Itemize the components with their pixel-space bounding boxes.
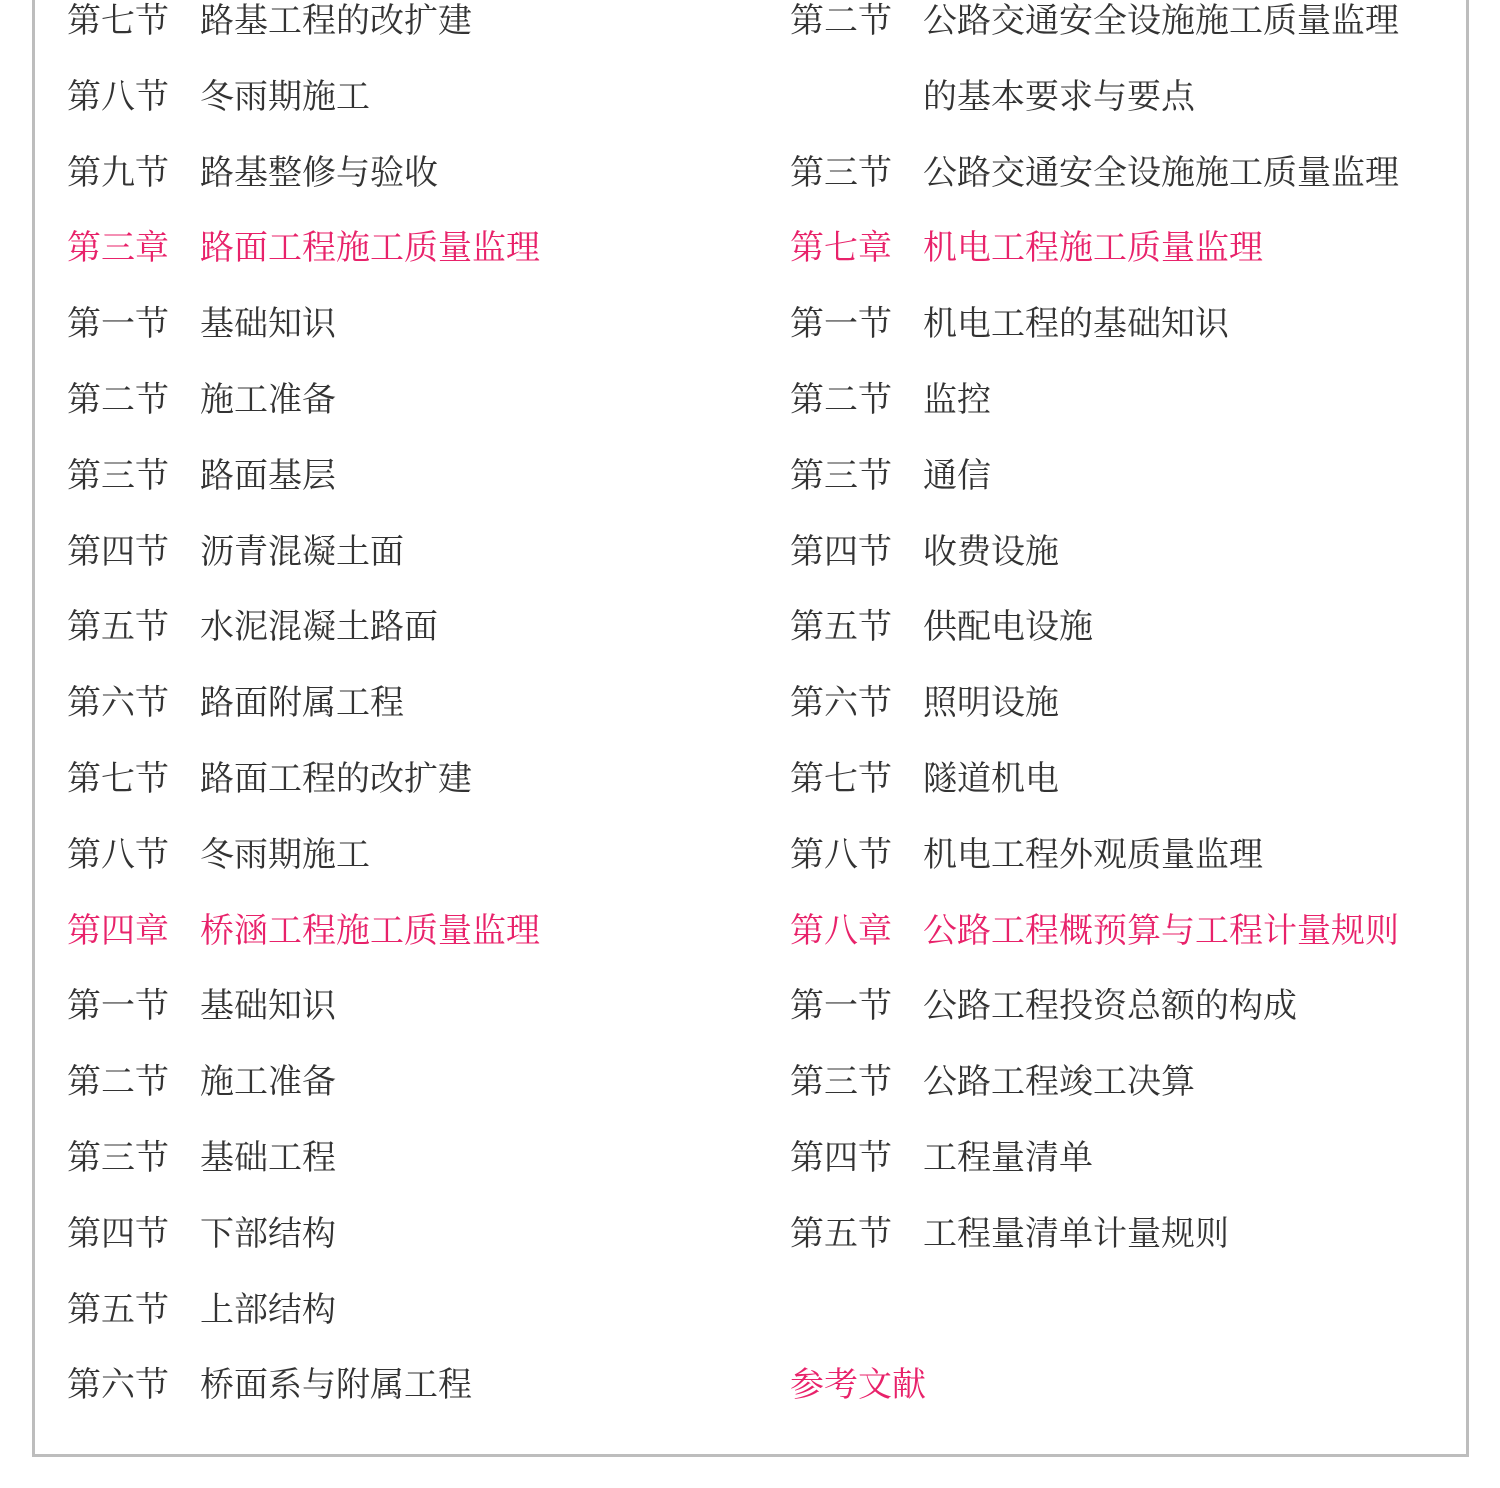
toc-entry-title: 冬雨期施工 — [200, 834, 370, 875]
toc-entry-title: 上部结构 — [200, 1289, 336, 1330]
toc-entry-title: 基础工程 — [200, 1137, 336, 1178]
toc-entry-title: 公路工程概预算与工程计量规则 — [923, 910, 1399, 951]
toc-entry-title: 公路交通安全设施施工质量监理 — [923, 1, 1399, 41]
toc-chapter-heading — [790, 211, 1399, 287]
toc-entry-number: 第二节 — [790, 379, 892, 420]
toc-entry-title: 供配电设施 — [923, 607, 1093, 648]
toc-entry-number: 第五节 — [790, 607, 892, 648]
toc-entry-title: 机电工程施工质量监理 — [923, 228, 1263, 269]
toc-entry-title: 桥涵工程施工质量监理 — [200, 910, 540, 951]
toc-entry-number: 第五节 — [790, 1213, 892, 1254]
toc-section-entry — [790, 287, 1399, 363]
toc-section-entry — [790, 590, 1399, 666]
toc-entry-number: 第七节 — [790, 758, 892, 799]
toc-entry-number: 第六节 — [67, 1365, 169, 1406]
toc-entry-title: 冬雨期施工 — [200, 76, 370, 117]
toc-section-entry — [790, 515, 1399, 591]
toc-entry-number: 第三节 — [790, 152, 892, 193]
toc-section-entry — [790, 363, 1399, 439]
toc-entry-number: 第八章 — [790, 910, 892, 951]
toc-entry-number: 第三节 — [67, 1137, 169, 1178]
toc-section-entry — [67, 1197, 540, 1273]
toc-section-entry — [790, 1045, 1399, 1121]
toc-section-entry — [67, 742, 540, 818]
toc-entry-number: 第四节 — [790, 531, 892, 572]
toc-section-entry — [790, 136, 1399, 212]
toc-entry-title: 的基本要求与要点 — [923, 76, 1195, 117]
toc-frame — [32, 0, 1469, 1457]
toc-entry-title: 工程量清单 — [923, 1137, 1093, 1178]
toc-entry-title: 施工准备 — [200, 1062, 336, 1103]
toc-entry-title: 公路工程竣工决算 — [923, 1062, 1195, 1103]
toc-section-entry — [790, 666, 1399, 742]
toc-entry-number: 第四章 — [67, 910, 169, 951]
toc-entry-title: 通信 — [923, 455, 991, 496]
toc-section-entry — [67, 1121, 540, 1197]
toc-right-column — [790, 0, 1399, 1424]
toc-entry-number: 第四节 — [67, 531, 169, 572]
toc-entry-number: 第二节 — [67, 379, 169, 420]
toc-entry-title: 隧道机电 — [923, 758, 1059, 799]
toc-entry-title: 路面基层 — [200, 455, 336, 496]
toc-entry-title: 路面工程的改扩建 — [200, 758, 472, 799]
toc-entry-number: 第三节 — [790, 1062, 892, 1103]
toc-entry-number: 第六节 — [790, 683, 892, 724]
toc-section-entry — [790, 439, 1399, 515]
toc-entry-title: 路基整修与验收 — [200, 152, 438, 193]
toc-entry-title: 收费设施 — [923, 531, 1059, 572]
toc-entry-continuation — [790, 60, 1399, 136]
toc-chapter-heading — [790, 894, 1399, 970]
toc-entry-title: 路面附属工程 — [200, 683, 404, 724]
toc-entry-number: 第三节 — [67, 455, 169, 496]
toc-entry-number: 第二节 — [790, 1, 892, 41]
toc-chapter-heading — [67, 894, 540, 970]
toc-entry-number: 第八节 — [790, 834, 892, 875]
toc-section-entry — [790, 1197, 1399, 1273]
toc-section-entry — [67, 0, 540, 60]
toc-entry-title: 公路工程投资总额的构成 — [923, 986, 1297, 1027]
toc-left-column — [67, 0, 540, 1424]
toc-entry-number: 第七节 — [67, 1, 169, 41]
toc-section-entry — [790, 818, 1399, 894]
toc-entry-number: 参考文献 — [790, 1365, 926, 1406]
toc-section-entry — [67, 1348, 540, 1424]
toc-entry-number: 第八节 — [67, 834, 169, 875]
toc-chapter-heading — [67, 211, 540, 287]
toc-section-entry — [67, 590, 540, 666]
toc-entry-title: 路面工程施工质量监理 — [200, 228, 540, 269]
toc-entry-number: 第三章 — [67, 228, 169, 269]
toc-entry-title: 工程量清单计量规则 — [923, 1213, 1229, 1254]
toc-section-entry — [67, 136, 540, 212]
toc-entry-number: 第六节 — [67, 683, 169, 724]
toc-entry-number: 第五节 — [67, 1289, 169, 1330]
toc-entry-number: 第九节 — [67, 152, 169, 193]
toc-entry-number: 第一节 — [67, 304, 169, 345]
toc-entry-number: 第五节 — [67, 607, 169, 648]
toc-entry-title: 桥面系与附属工程 — [200, 1365, 472, 1406]
toc-entry-title: 水泥混凝土路面 — [200, 607, 438, 648]
toc-section-entry — [67, 1273, 540, 1349]
toc-entry-number: 第四节 — [67, 1213, 169, 1254]
toc-entry-title: 公路交通安全设施施工质量监理 — [923, 152, 1399, 193]
toc-section-entry — [790, 742, 1399, 818]
toc-entry-title: 机电工程的基础知识 — [923, 304, 1229, 345]
toc-entry-title: 路基工程的改扩建 — [200, 1, 472, 41]
toc-entry-number: 第七节 — [67, 758, 169, 799]
toc-entry-number: 第七章 — [790, 228, 892, 269]
toc-entry-number: 第四节 — [790, 1137, 892, 1178]
toc-entry-number: 第八节 — [67, 76, 169, 117]
toc-entry-title: 照明设施 — [923, 683, 1059, 724]
toc-section-entry — [67, 363, 540, 439]
toc-entry-title: 基础知识 — [200, 304, 336, 345]
toc-entry-title: 监控 — [923, 379, 991, 420]
toc-entry-number: 第三节 — [790, 455, 892, 496]
toc-section-entry — [67, 287, 540, 363]
toc-section-entry — [67, 439, 540, 515]
toc-entry-title: 机电工程外观质量监理 — [923, 834, 1263, 875]
toc-section-entry — [67, 818, 540, 894]
toc-section-entry — [67, 969, 540, 1045]
toc-entry-number: 第二节 — [67, 1062, 169, 1103]
toc-section-entry — [790, 969, 1399, 1045]
toc-section-entry — [67, 1045, 540, 1121]
toc-references-heading — [790, 1348, 1399, 1424]
toc-entry-number: 第一节 — [790, 986, 892, 1027]
toc-spacer — [790, 1273, 1399, 1349]
toc-section-entry — [67, 666, 540, 742]
toc-section-entry — [67, 60, 540, 136]
toc-entry-title: 施工准备 — [200, 379, 336, 420]
toc-entry-title: 沥青混凝土面 — [200, 531, 404, 572]
toc-entry-number: 第一节 — [67, 986, 169, 1027]
toc-section-entry — [790, 0, 1399, 60]
toc-entry-title: 基础知识 — [200, 986, 336, 1027]
toc-entry-title: 下部结构 — [200, 1213, 336, 1254]
toc-entry-number: 第一节 — [790, 304, 892, 345]
toc-section-entry — [790, 1121, 1399, 1197]
toc-section-entry — [67, 515, 540, 591]
